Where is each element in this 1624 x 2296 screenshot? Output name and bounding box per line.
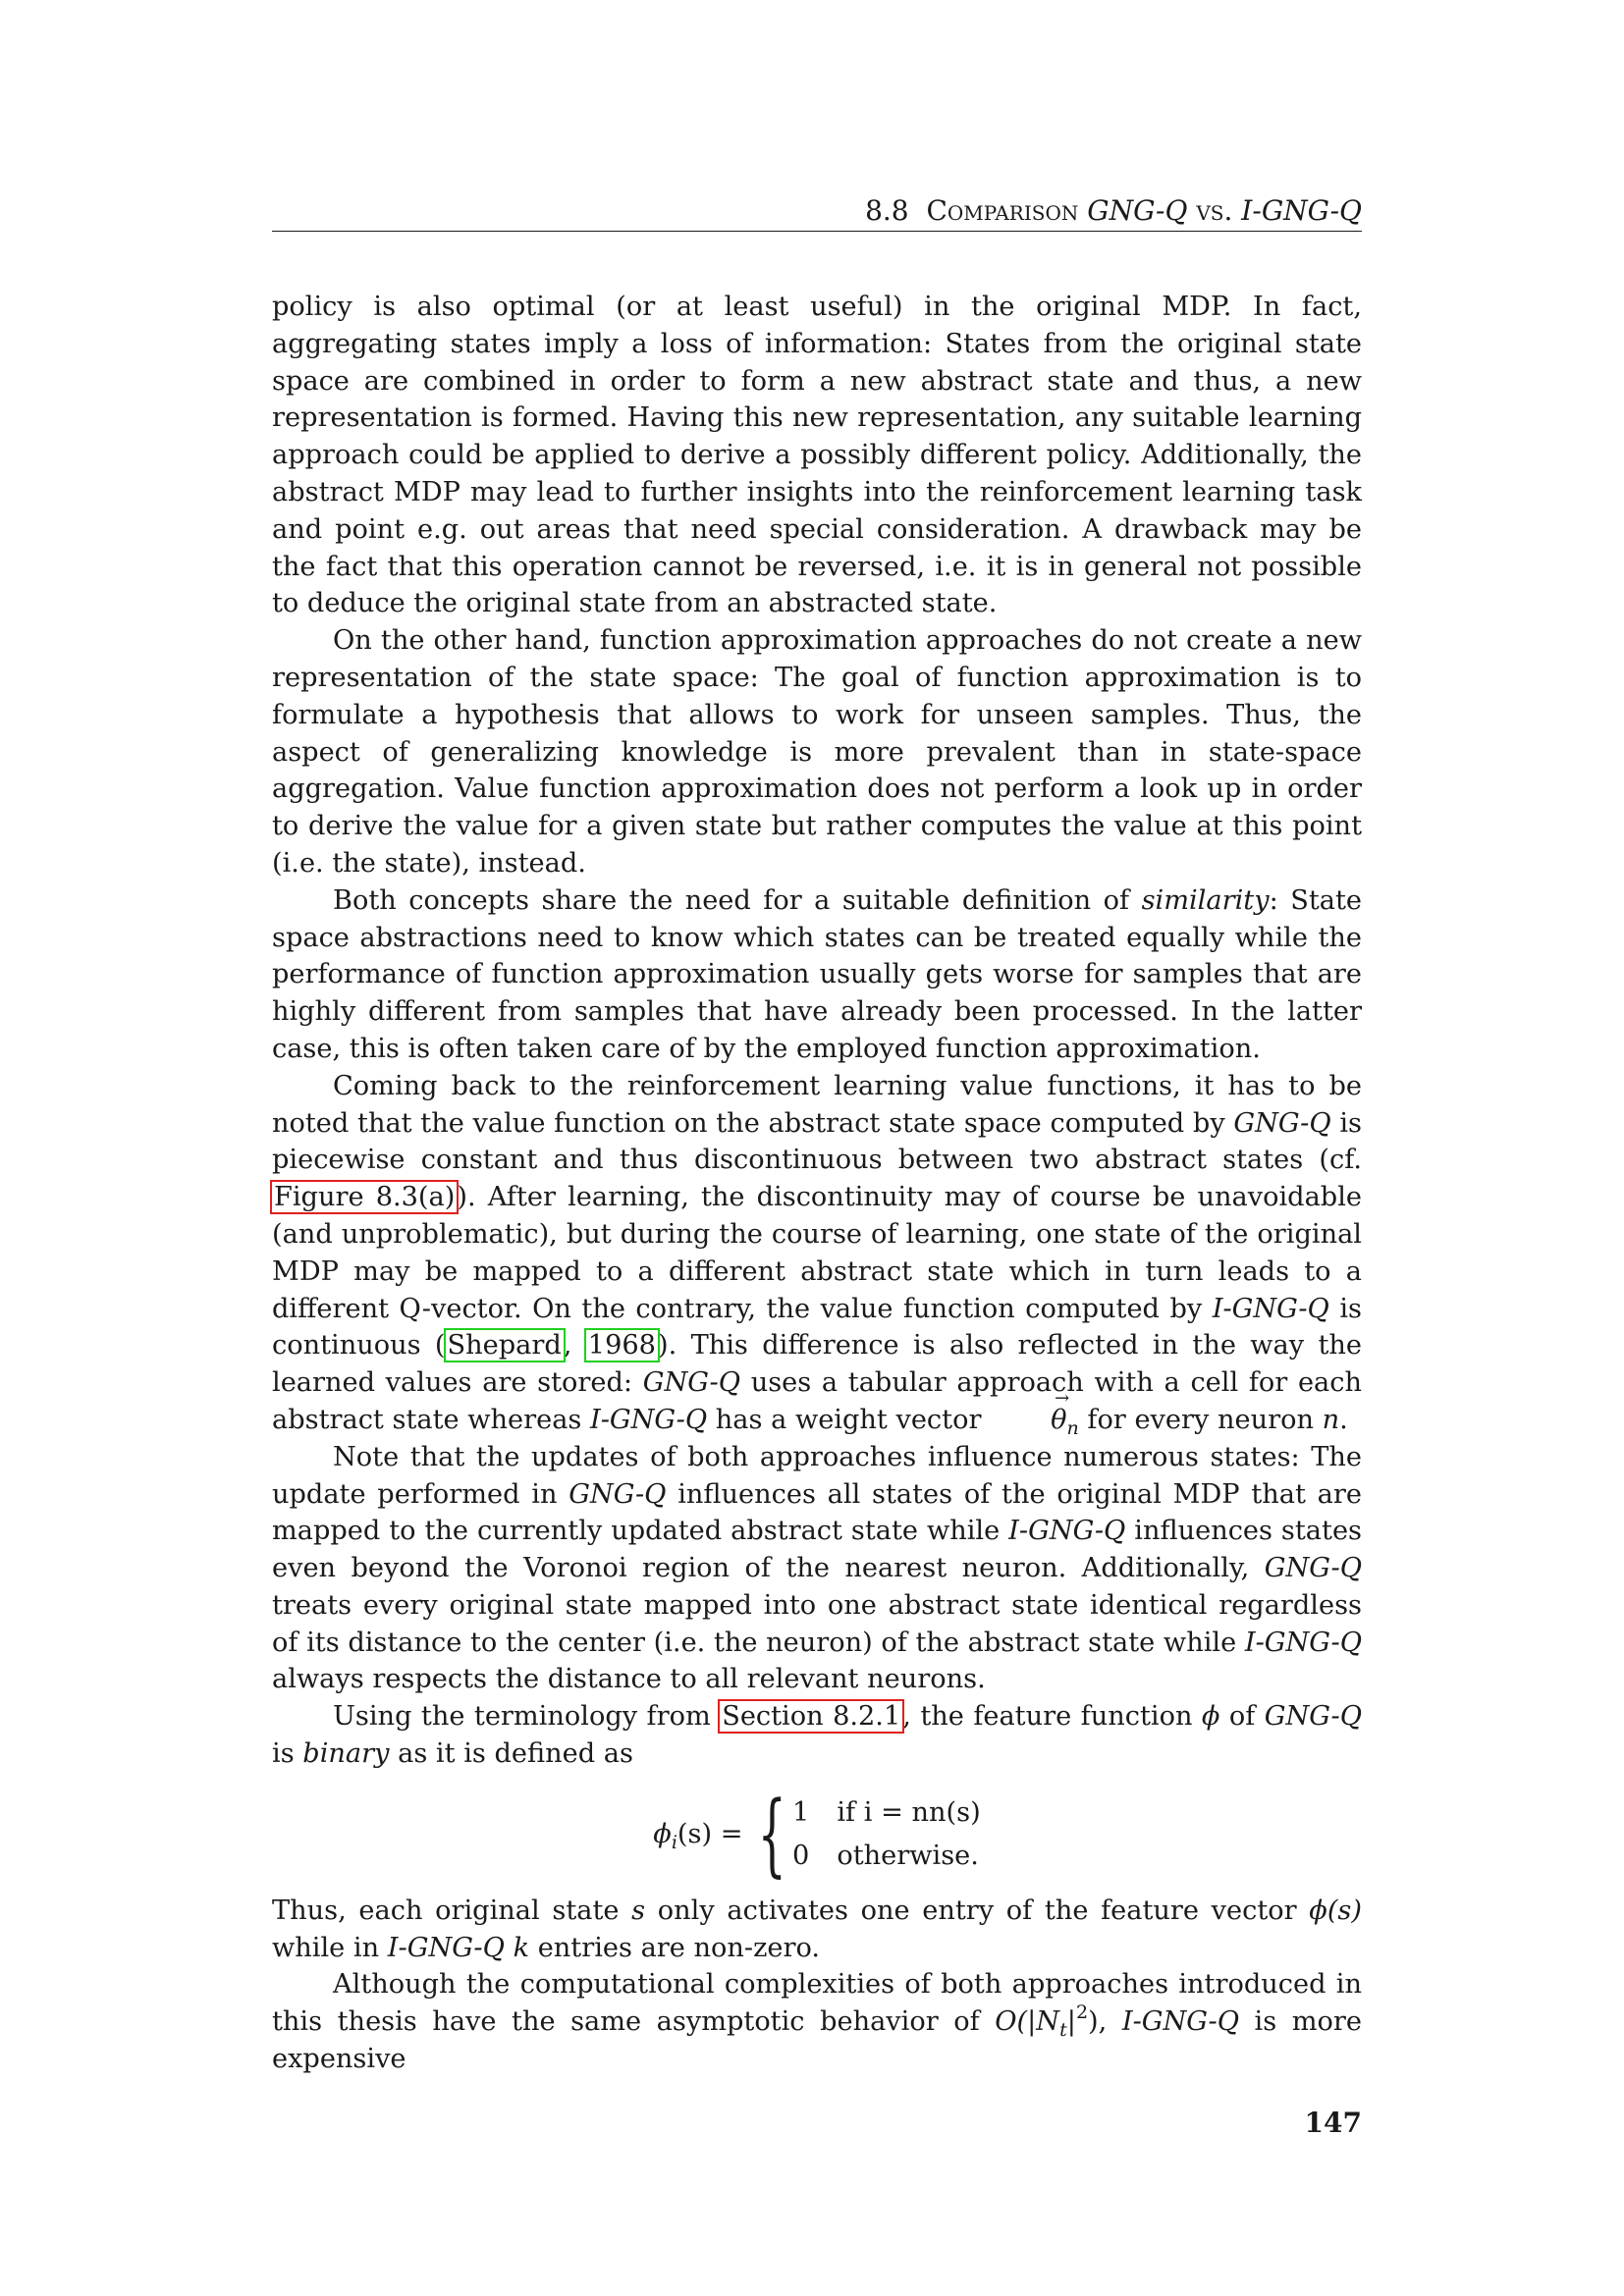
term-gngq: GNG-Q — [1264, 1553, 1362, 1584]
text-run: ). This difference is also reflected in the way the learned values are stored: — [272, 1330, 1362, 1399]
equation-cases — [792, 1791, 981, 1878]
section-number: 8.8 — [865, 194, 909, 227]
paragraph-5 — [272, 1439, 1362, 1699]
text-run: : State space abstractions need to know which states can be treated equally while the performance of function approximation usually gets worse for samples that are highly different from samples that have already been processed. In the latter case, this is often taken care of by the employed function approximation. — [272, 884, 1362, 1064]
section-title-igngq: I-GNG-Q — [1241, 194, 1362, 227]
math-exponent: 2 — [1075, 2002, 1089, 2024]
theta-vector-symbol: → θ — [990, 1402, 1066, 1439]
text-run: Note that the updates of both approaches influence numerous states: The update performed in — [272, 1441, 1362, 1510]
math-phi: ϕ — [1201, 1701, 1220, 1733]
text-run: is continuous ( — [272, 1293, 1362, 1362]
section-link[interactable]: Section 8.2.1 — [722, 1701, 901, 1733]
body-text — [272, 289, 1362, 2078]
text-run: for every neuron — [1078, 1404, 1323, 1435]
case-1-value: 1 — [792, 1796, 810, 1828]
math-close: ) — [1088, 2006, 1099, 2038]
paragraph-4 — [272, 1068, 1362, 1439]
term-gngq: GNG-Q — [1264, 1701, 1363, 1733]
text-run: Although the computational complexities of both approaches introduced in this thesis have the same asymptotic behavior of — [272, 1969, 1362, 2038]
section-title-gngq: GNG-Q — [1087, 194, 1188, 227]
text-run: has a weight vector — [707, 1404, 991, 1435]
paragraph-3 — [272, 882, 1362, 1068]
text-run: while in — [272, 1932, 388, 1963]
text-run: always respects the distance to all relevant neurons. — [272, 1664, 986, 1695]
emphasis-binary: binary — [302, 1738, 390, 1770]
citation-author-link[interactable]: Shepard — [447, 1330, 562, 1362]
math-bar: | — [1066, 2006, 1076, 2038]
case-2-value: 0 — [792, 1840, 810, 1871]
text-run: of — [1219, 1701, 1265, 1733]
term-gngq: GNG-Q — [568, 1478, 667, 1510]
page-number: 147 — [1304, 2107, 1362, 2139]
math-k: k — [513, 1932, 530, 1963]
cases-brace: { — [757, 1781, 786, 1887]
section-title-comparison: Comparison — [926, 194, 1079, 227]
text-run: entries are non-zero. — [529, 1932, 821, 1963]
text-run: Coming back to the reinforcement learning value functions, it has to be noted that the value function on the abstract state space computed by — [272, 1070, 1362, 1139]
text-run: only activates one entry of the feature vector — [645, 1895, 1310, 1926]
term-igngq: I-GNG-Q — [1121, 2006, 1239, 2038]
case-1-condition: if i = nn(s) — [837, 1796, 981, 1828]
term-igngq: I-GNG-Q — [387, 1932, 505, 1963]
eq-phi: ϕ — [653, 1818, 672, 1849]
text-run: , the feature function — [902, 1701, 1202, 1733]
text-run: uses a tabular approach with a cell for each abstract state whereas — [272, 1367, 1363, 1435]
text-run: as it is defined as — [389, 1738, 633, 1770]
paragraph-8 — [272, 1966, 1362, 2077]
term-igngq: I-GNG-Q — [590, 1404, 708, 1435]
paragraph-1: policy is also optimal (or at least useful) in the original MDP. In fact, aggregating states imply a loss of information: States from the original state space are combined in order to form a new abstract state and thus, a new representation is formed. Having this new representation, any suitable learning approach could be applied to derive a possibly different policy. Additionally, the abstract MDP may lead to further insights into the reinforcement learning task and point e.g. out areas that need special consideration. A drawback may be the fact that this operation cannot be reversed, i.e. it is in general not possible to deduce the original state from an abstracted state. — [272, 292, 1362, 619]
text-run: Thus, each original state — [272, 1895, 632, 1926]
text-run: , — [1098, 2006, 1122, 2038]
math-n: n — [1322, 1404, 1340, 1435]
text-run: influences states even beyond the Voronoi region of the nearest neuron. Additionally, — [272, 1516, 1362, 1584]
text-run: , — [563, 1330, 586, 1362]
term-igngq: I-GNG-Q — [1244, 1627, 1362, 1658]
term-igngq: I-GNG-Q — [1008, 1516, 1126, 1547]
case-2-condition: otherwise. — [837, 1840, 979, 1871]
math-s: s — [631, 1895, 646, 1926]
eq-subscript-i: i — [671, 1831, 677, 1853]
equation-lhs — [653, 1816, 742, 1853]
figure-link[interactable]: Figure 8.3(a) — [274, 1182, 456, 1213]
paragraph-2: On the other hand, function approximation approaches do not create a new representation of the state space: The goal of function approximation is to formulate a hypothesis that allows to work for unseen samples. Thus, the aspect of generalizing knowledge is more prevalent than in state-space aggregation. Value function approximation does not perform a look up in order to derive the value for a given state but rather computes the value at this point (i.e. the state), instead. — [272, 625, 1362, 879]
feature-function-equation — [272, 1781, 1362, 1887]
math-complexity: O(|N — [995, 2006, 1060, 2038]
header-rule — [272, 231, 1362, 232]
text-run: . — [1339, 1404, 1348, 1435]
section-title-vs: vs. — [1196, 194, 1233, 227]
term-gngq: GNG-Q — [1233, 1107, 1331, 1139]
paragraph-6 — [272, 1698, 1362, 1773]
text-run: treats every original state mapped into one abstract state identical regardless of its distance to the center (i.e. the neuron) of the abstract state while — [272, 1589, 1362, 1658]
math-subscript-t: t — [1059, 2019, 1067, 2042]
paragraph-7 — [272, 1893, 1362, 1967]
math-phi-s: ϕ(s) — [1309, 1895, 1362, 1926]
text-run: is more expensive — [272, 2006, 1362, 2075]
eq-lhs-rest: (s) = — [677, 1818, 743, 1849]
text-run: is — [272, 1738, 303, 1770]
text-run: Using the terminology from — [333, 1701, 721, 1733]
text-run: ). After learning, the discontinuity may of course be unavoidable (and unproblematic), but during the course of learning, one state of the original MDP may be mapped to a different abstract state which in turn leads to a different Q-vector. On the contrary, the value function computed by — [272, 1182, 1362, 1324]
text-run: is piecewise constant and thus discontinuous between two abstract states (cf. — [272, 1107, 1362, 1176]
term-igngq: I-GNG-Q — [1212, 1293, 1329, 1324]
text-run: Both concepts share the need for a suitable definition of — [333, 884, 1142, 916]
text-run: influences all states of the original MDP that are mapped to the currently updated abstract state while — [272, 1478, 1362, 1547]
running-header — [272, 192, 1362, 230]
theta-subscript: n — [1066, 1416, 1079, 1439]
emphasis-similarity: similarity — [1141, 884, 1270, 916]
citation-year-link[interactable]: 1968 — [587, 1330, 656, 1362]
term-gngq: GNG-Q — [642, 1367, 740, 1399]
